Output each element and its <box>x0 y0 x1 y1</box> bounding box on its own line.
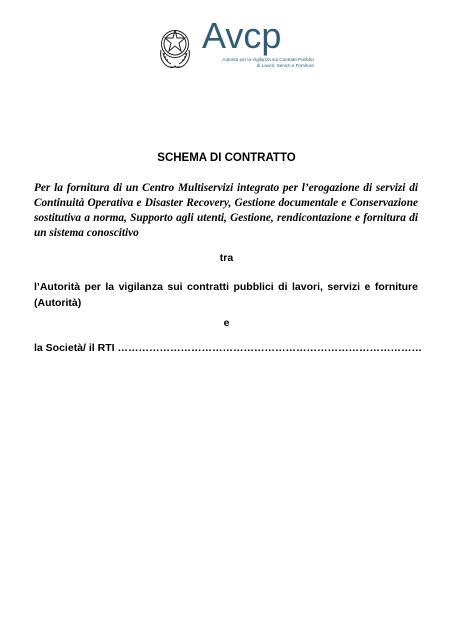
party-two: la Società/ il RTI …………………………………………………………………………… <box>34 342 422 354</box>
brand-subtitle-line-1: Autorità per la Vigilanza sui Contratti Pubblici <box>222 57 314 62</box>
avcp-logo <box>155 15 315 82</box>
contract-subject: Per la fornitura di un Centro Multiservizi integrato per l’erogazione di servizi di Continuità Operativa e Disaster Recovery, Gestione documentale e Conservazione sostitutiva a norma, Supporto agli utenti, Gestione, rendicontazione e fornitura di un sistema conoscitivo <box>34 182 418 239</box>
document-title: SCHEMA DI CONTRATTO <box>157 152 296 164</box>
conjunction-label: e <box>223 317 230 329</box>
between-label: tra <box>219 252 234 264</box>
brand-subtitle <box>202 57 314 69</box>
brand-subtitle-line-2: di Lavori, Servizi e Forniture <box>256 63 314 68</box>
italian-emblem-icon <box>155 26 195 70</box>
party-one: l’Autorità per la vigilanza sui contratti pubblici di lavori, servizi e forniture (Autorità) <box>34 281 418 309</box>
brand-wordmark: Avcp <box>202 15 282 56</box>
